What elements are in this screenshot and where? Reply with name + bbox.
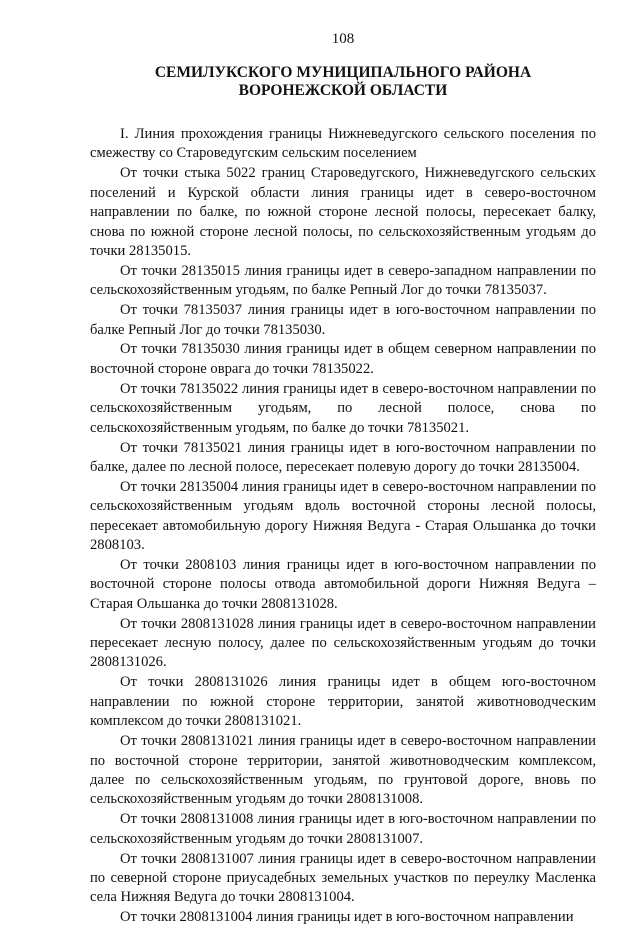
body-paragraph: От точки 2808131026 линия границы идет в общем юго-восточном направлении по южной стороне территории, занятой животноводческим комплексом до точки 2808131021. [90,674,596,730]
body-paragraph: От точки 78135030 линия границы идет в общем северном направлении по восточной стороне оврага до точки 78135022. [90,341,596,377]
body-paragraph: От точки 78135037 линия границы идет в юго-восточном направлении по балке Репный Лог до точки 78135030. [90,302,596,338]
header-line-2: ВОРОНЕЖСКОЙ ОБЛАСТИ [238,82,448,99]
section-title-paragraph: I. Линия прохождения границы Нижневедугского сельского поселения по смежеству со Староведугским сельским поселением [90,126,596,162]
body-paragraph: От точки 2808131028 линия границы идет в северо-восточном направлении пересекает лесную полосу, далее по сельскохозяйственным угодьям до точки 2808131026. [90,615,596,671]
body-paragraph: От точки 78135022 линия границы идет в северо-восточном направлении по сельскохозяйственным угодьям, по лесной полосе, снова по сельскохозяйственным угодьям, по балке до точки 78135021. [90,380,596,436]
header-line-1: СЕМИЛУКСКОГО МУНИЦИПАЛЬНОГО РАЙОНА [154,64,532,81]
page-number: 108 [331,31,355,47]
body-paragraph: От точки стыка 5022 границ Староведугского, Нижневедугского сельских поселений и Курской области линия границы идет в северо-восточном направлении по балке, по южной стороне лесной полосы, пересекает балку, снова по южной стороне лесной полосы, по сельскохозяйственным угодьям до точки 28135015. [90,165,596,259]
body-paragraph: От точки 78135021 линия границы идет в юго-восточном направлении по балке, далее по лесной полосе, пересекает полевую дорогу до точки 28135004. [90,439,596,475]
body-paragraph: От точки 2808131021 линия границы идет в северо-восточном направлении по восточной стороне территории, занятой животноводческим комплексом, далее по сельскохозяйственным угодьям, по грунтовой дороге, вновь по сельскохозяйственным угодьям до точки 2808131008. [90,733,596,808]
body-paragraph: От точки 28135004 линия границы идет в северо-восточном направлении по сельскохозяйственным угодьям вдоль восточной стороны лесной полосы, пересекает автомобильную дорогу Нижняя Ведуга - Старая Ольшанка до точки 2808103. [90,478,596,554]
document-body [90,125,596,928]
body-paragraph: От точки 28135015 линия границы идет в северо-западном направлении по сельскохозяйственным угодьям, по балке Репный Лог до точки 78135037. [90,262,596,299]
body-paragraph: От точки 2808131007 линия границы идет в северо-восточном направлении по северной стороне приусадебных земельных участков по переулку Масленка села Нижняя Ведуга до точки 2808131004. [90,850,596,906]
body-paragraph: От точки 2808103 линия границы идет в юго-восточном направлении по восточной стороне полосы отвода автомобильной дороги Нижняя Ведуга – Старая Ольшанка до точки 2808131028. [90,556,596,612]
document-header [90,64,596,100]
body-paragraph: От точки 2808131008 линия границы идет в юго-восточном направлении по сельскохозяйственным угодьям до точки 2808131007. [90,811,596,847]
body-paragraph-continued: От точки 2808131004 линия границы идет в юго-восточном направлении [120,909,574,926]
